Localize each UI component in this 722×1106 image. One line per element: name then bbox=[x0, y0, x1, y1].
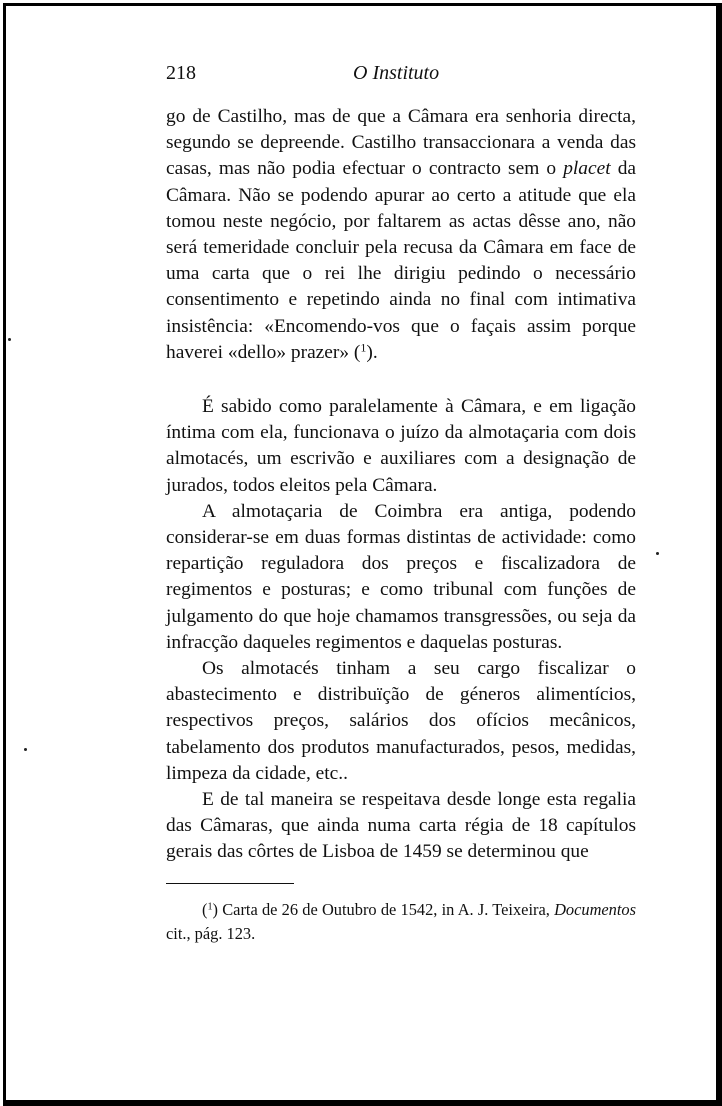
text-run: ). bbox=[366, 341, 378, 363]
italic-text: Documentos bbox=[554, 900, 636, 919]
scan-speck bbox=[24, 748, 27, 751]
footnote-ref: 1 bbox=[207, 901, 213, 913]
text-run: cit., pág. 123. bbox=[166, 924, 256, 943]
footnotes bbox=[166, 898, 636, 946]
scan-speck bbox=[656, 552, 659, 555]
text-run: ( bbox=[202, 900, 208, 919]
paragraph bbox=[166, 394, 636, 499]
page-header bbox=[166, 62, 636, 92]
text-run: E de tal maneira se respeitava desde longe esta regalia das Câmaras, que ainda numa carta régia de 18 capítulos gerais das côrtes de Lisboa de 1459 se determinou que bbox=[166, 789, 636, 863]
running-title: O Instituto bbox=[353, 62, 440, 84]
text-run: É sabido como paralelamente à Câmara, e em ligação íntima com ela, funcionava o juízo da almotaçaria com dois almotacés, um escrivão e auxiliares com a designação de jurados, todos eleitos pela Câmara. bbox=[166, 396, 636, 496]
text-run: ) Carta de 26 de Outubro de 1542, in A. J. Teixeira, bbox=[212, 900, 555, 919]
paragraph bbox=[166, 656, 636, 787]
text-run: A almotaçaria de Coimbra era antiga, podendo considerar-se em duas formas distintas de actividade: como repartição reguladora dos preços e fiscalizadora de regimentos e posturas; e como tribunal com funções de julgamento do que hoje chamamos transgressões, ou seja da infracção daqueles regimentos e daquelas posturas. bbox=[166, 500, 636, 653]
text-run: go de Castilho, mas de que a Câmara era senhoria directa, segundo se depreende. Castilho transaccionara a venda das casas, mas não podia efectuar o contracto sem o bbox=[166, 106, 636, 180]
footnote-rule bbox=[166, 883, 294, 884]
scan-speck bbox=[8, 338, 11, 341]
footnote bbox=[166, 898, 636, 946]
page-number: 218 bbox=[166, 62, 196, 84]
text-run: Os almotacés tinham a seu cargo fiscalizar o abastecimento e distribuïção de géneros alimentícios, respectivos preços, salários dos ofícios mecânicos, tabelamento dos produtos manufacturados, pesos, medidas, limpeza da cidade, etc.. bbox=[166, 658, 636, 784]
footnote-ref: 1 bbox=[360, 340, 367, 355]
italic-text: placet bbox=[563, 158, 611, 180]
body-text bbox=[166, 104, 636, 866]
paragraph bbox=[166, 787, 636, 866]
paragraph bbox=[166, 104, 636, 366]
paragraph bbox=[166, 499, 636, 656]
text-run: da Câmara. Não se podendo apurar ao certo a atitude que ela tomou neste negócio, por faltarem as actas dêsse ano, não será temeridade concluir pela recusa da Câmara em face de uma carta que o rei lhe dirigiu pedindo o necessário consentimento e repetindo ainda no final com intimativa insistência: «Encomendo-vos que o façais assim porque haverei «dello» prazer» ( bbox=[166, 158, 636, 363]
